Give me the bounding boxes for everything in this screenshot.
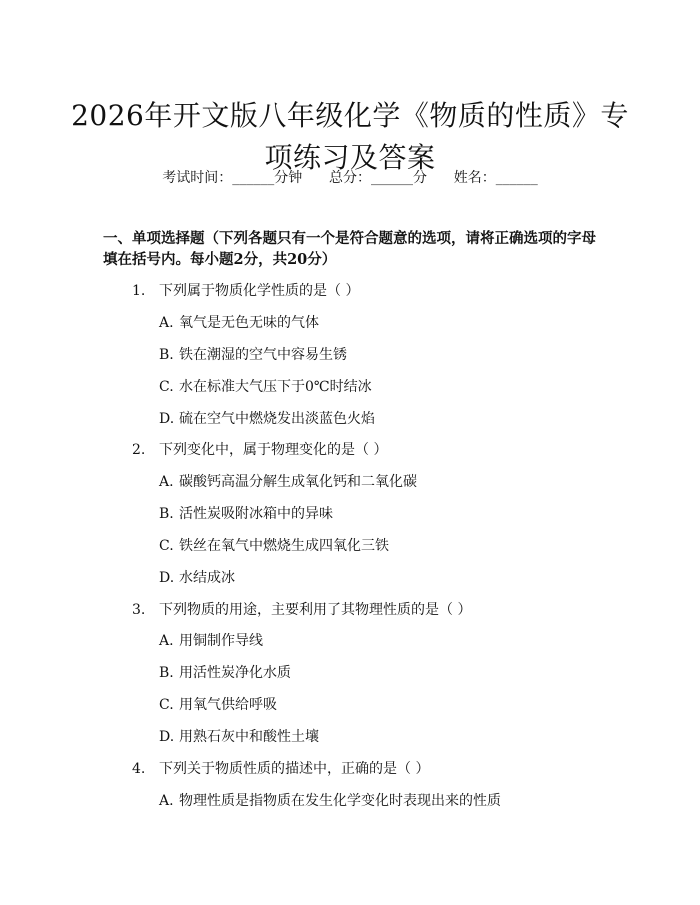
question-1-option-d bbox=[159, 409, 375, 429]
option-letter: B. bbox=[159, 347, 174, 363]
exam-info-line: 考试时间：______分钟 总分：______分 姓名：______ bbox=[162, 170, 538, 186]
option-text: 水在标准大气压下于0℃时结冰 bbox=[179, 379, 372, 395]
option-text: 碳酸钙高温分解生成氧化钙和二氧化碳 bbox=[179, 474, 417, 490]
question-1-option-c bbox=[159, 377, 372, 397]
page-title: 2026年开文版八年级化学《物质的性质》专项练习及答案 bbox=[71, 98, 629, 174]
option-text: 铁丝在氧气中燃烧生成四氧化三铁 bbox=[179, 538, 389, 554]
option-text: 活性炭吸附冰箱中的异味 bbox=[179, 506, 333, 522]
option-letter: C. bbox=[159, 697, 174, 713]
question-stem: 下列关于物质性质的描述中，正确的是（ ） bbox=[159, 761, 430, 777]
option-letter: C. bbox=[159, 379, 174, 395]
option-letter: A. bbox=[159, 474, 174, 490]
question-1 bbox=[132, 281, 359, 301]
option-text: 硫在空气中燃烧发出淡蓝色火焰 bbox=[179, 411, 375, 427]
option-text: 水结成冰 bbox=[179, 570, 235, 586]
option-text: 氧气是无色无味的气体 bbox=[179, 315, 319, 331]
option-text: 物理性质是指物质在发生化学变化时表现出来的性质 bbox=[179, 793, 501, 809]
option-letter: D. bbox=[159, 570, 175, 586]
question-2-option-a bbox=[159, 472, 417, 492]
question-number: 4. bbox=[132, 761, 146, 777]
question-stem: 下列属于物质化学性质的是（ ） bbox=[159, 283, 360, 299]
question-2-option-d bbox=[159, 568, 235, 588]
option-letter: D. bbox=[159, 729, 175, 745]
option-text: 用氧气供给呼吸 bbox=[179, 697, 277, 713]
option-letter: A. bbox=[159, 315, 174, 331]
option-letter: B. bbox=[159, 665, 174, 681]
question-1-option-a bbox=[159, 313, 319, 333]
question-3-option-b bbox=[159, 663, 291, 683]
question-number: 2. bbox=[132, 442, 146, 458]
question-3-option-c bbox=[159, 695, 277, 715]
question-3-option-d bbox=[159, 727, 319, 747]
question-2 bbox=[132, 440, 387, 460]
option-text: 铁在潮湿的空气中容易生锈 bbox=[179, 347, 347, 363]
option-letter: A. bbox=[159, 633, 174, 649]
question-2-option-b bbox=[159, 504, 333, 524]
option-letter: B. bbox=[159, 506, 174, 522]
question-number: 1. bbox=[132, 283, 146, 299]
option-text: 用铜制作导线 bbox=[179, 633, 263, 649]
section-heading: 一、单项选择题（下列各题只有一个是符合题意的选项，请将正确选项的字母填在括号内。每小题2分，共20分） bbox=[103, 230, 596, 268]
question-3-option-a bbox=[159, 631, 263, 651]
option-text: 用熟石灰中和酸性土壤 bbox=[179, 729, 319, 745]
option-letter: C. bbox=[159, 538, 174, 554]
question-4 bbox=[132, 759, 429, 779]
option-text: 用活性炭净化水质 bbox=[179, 665, 291, 681]
option-letter: D. bbox=[159, 411, 175, 427]
question-3 bbox=[132, 600, 471, 620]
question-stem: 下列物质的用途，主要利用了其物理性质的是（ ） bbox=[159, 602, 472, 618]
question-1-option-b bbox=[159, 345, 347, 365]
question-stem: 下列变化中，属于物理变化的是（ ） bbox=[159, 442, 388, 458]
question-number: 3. bbox=[132, 602, 146, 618]
question-4-option-a bbox=[159, 791, 501, 811]
question-2-option-c bbox=[159, 536, 389, 556]
option-letter: A. bbox=[159, 793, 174, 809]
